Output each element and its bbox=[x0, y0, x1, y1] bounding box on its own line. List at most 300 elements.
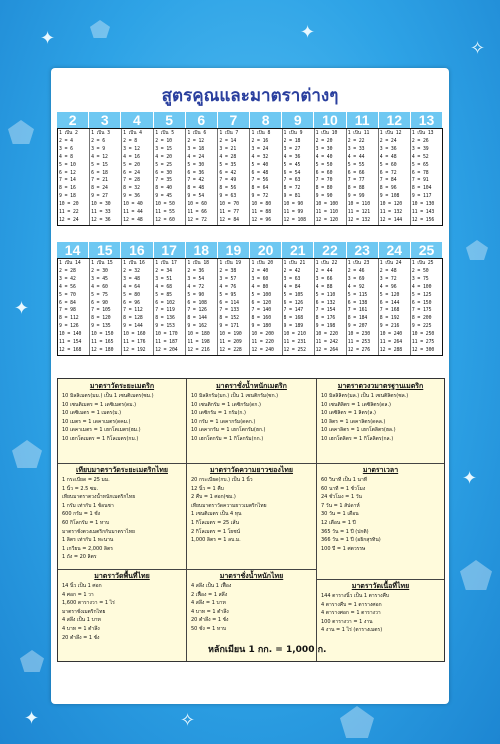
table-cell: 6 = 18 bbox=[91, 170, 108, 176]
unit-line: 14 นิ้ว เป็น 1 ศอก bbox=[62, 583, 102, 589]
table-cell: 6 = 42 bbox=[219, 170, 237, 176]
table-cell: 7 = 77 bbox=[347, 178, 365, 184]
unit-line: 10 มิลลิลิตร(มล.) เป็น 1 เซนติลิตร(ซล.) bbox=[321, 393, 409, 399]
box-heading: มาตราเวลา bbox=[362, 466, 399, 474]
unit-line: 4 บาท = 1 ตำลึง bbox=[191, 608, 229, 615]
table-cell: 4 = 12 bbox=[91, 154, 108, 160]
table-cell: 7 = 56 bbox=[251, 178, 269, 184]
column-header: 2 bbox=[57, 112, 89, 128]
unit-line: 50 ชั่ง = 1 หาบ bbox=[191, 625, 227, 632]
column-header: 13 bbox=[411, 112, 443, 128]
table-cell: 4 = 40 bbox=[315, 154, 333, 160]
table-cell: 5 = 15 bbox=[91, 162, 108, 168]
table-cell: 12 = 228 bbox=[219, 347, 242, 353]
table-cell: 5 = 45 bbox=[283, 162, 301, 168]
table-cell: 8 = 104 bbox=[411, 186, 432, 192]
pentagon-decoration bbox=[20, 650, 44, 672]
table-cell: 3 = 18 bbox=[187, 146, 205, 152]
unit-line: 10 เฮกโตกรัม = 1 กิโลกรัม(กก.) bbox=[191, 435, 264, 442]
table-cell: 5 = 95 bbox=[219, 292, 237, 298]
unit-line: 1 กระเบียด = 25 มม. bbox=[62, 477, 110, 483]
column-header: 7 bbox=[218, 112, 250, 128]
table-cell: 11 = 66 bbox=[187, 210, 207, 216]
table-cell: 6 = 108 bbox=[187, 300, 207, 306]
table-cell: 12 = 192 bbox=[123, 347, 146, 353]
table-cell: 11 = 88 bbox=[251, 210, 271, 216]
box-lines bbox=[58, 582, 186, 642]
table-cell: 11 = 44 bbox=[123, 210, 143, 216]
sparkle-icon: ✧ bbox=[180, 710, 196, 731]
count-box bbox=[317, 581, 444, 635]
table-cell: 9 = 144 bbox=[123, 324, 143, 330]
table-cell: 8 = 128 bbox=[123, 316, 143, 322]
table-column bbox=[411, 129, 442, 225]
table-cell: 2 = 22 bbox=[347, 138, 365, 144]
table-cell: 12 = 108 bbox=[283, 217, 306, 223]
table-cell: 2 = 18 bbox=[283, 138, 301, 144]
table-cell: 1 เป็น 4 bbox=[123, 131, 142, 136]
column-header: 18 bbox=[186, 242, 218, 258]
table-cell: 9 = 54 bbox=[187, 194, 205, 200]
table-cell: 2 = 42 bbox=[283, 268, 301, 274]
table-cell: 11 = 132 bbox=[379, 210, 403, 216]
table-cell: 1 เป็น 7 bbox=[219, 131, 239, 136]
table-cell: 3 = 30 bbox=[315, 146, 333, 152]
table-cell: 7 = 147 bbox=[283, 308, 304, 314]
table-cell: 2 = 48 bbox=[379, 268, 397, 274]
table-cell: 6 = 84 bbox=[59, 300, 76, 306]
table-cell: 9 = 63 bbox=[219, 194, 237, 200]
table-cell: 4 = 8 bbox=[59, 154, 73, 160]
table-cell: 10 = 130 bbox=[411, 202, 435, 208]
unit-line: 4 ตารางศอก = 1 ตารางวา bbox=[321, 610, 381, 617]
table-cell: 8 = 112 bbox=[59, 316, 79, 322]
unit-line: 1 ลิตร เท่ากับ 1 ทะนาน bbox=[62, 537, 114, 544]
table-cell: 1 เป็น 18 bbox=[187, 261, 209, 266]
unit-line: 100 ตารางวา = 1 งาน bbox=[321, 618, 373, 625]
unit-line: 1 กิโลเมตร = 25 เส้น bbox=[191, 519, 239, 526]
column-header: 5 bbox=[154, 112, 186, 128]
table-cell: 4 = 20 bbox=[155, 154, 172, 160]
table-column bbox=[379, 259, 411, 355]
table-cell: 2 = 32 bbox=[123, 268, 140, 274]
table-cell: 4 = 36 bbox=[283, 154, 301, 160]
table-cell: 3 = 69 bbox=[347, 276, 365, 282]
table-cell: 10 = 140 bbox=[59, 332, 82, 338]
table-cell: 4 = 76 bbox=[219, 284, 237, 290]
table-cell: 10 = 20 bbox=[59, 202, 79, 208]
unit-line: 10 เดคากรัม = 1 เฮกโตกรัม(ฮก.) bbox=[191, 427, 266, 434]
thai-weight-box bbox=[187, 571, 316, 634]
table-cell: 8 = 200 bbox=[411, 316, 432, 322]
units-section bbox=[57, 378, 445, 662]
table-column bbox=[90, 259, 122, 355]
table-column bbox=[154, 129, 186, 225]
table-cell: 7 = 161 bbox=[347, 308, 368, 314]
table-cell: 2 = 38 bbox=[219, 268, 237, 274]
table-cell: 6 = 96 bbox=[123, 300, 140, 306]
table-cell: 12 = 84 bbox=[219, 217, 239, 223]
column-header: 14 bbox=[57, 242, 89, 258]
table-cell: 5 = 125 bbox=[411, 292, 432, 298]
table-cell: 9 = 45 bbox=[155, 194, 172, 200]
table-cell: 5 = 115 bbox=[347, 292, 368, 298]
unit-line: 4 ตารางคืบ = 1 ตารางศอก bbox=[321, 601, 382, 608]
table-cell: 7 = 126 bbox=[187, 308, 207, 314]
unit-line: 10 มิลลิเมตร(มม.) เป็น 1 เซนติเมตร(ซม.) bbox=[62, 393, 154, 399]
volume-metric-box bbox=[317, 381, 444, 444]
table-column bbox=[347, 259, 379, 355]
table-column bbox=[58, 259, 90, 355]
table-cell: 10 = 90 bbox=[283, 202, 304, 208]
table-cell: 1 เป็น 11 bbox=[347, 131, 370, 136]
table-cell: 1 เป็น 2 bbox=[59, 131, 78, 136]
table-cell: 5 = 40 bbox=[251, 162, 269, 168]
table-cell: 2 = 8 bbox=[123, 138, 138, 144]
table-cell: 7 = 14 bbox=[59, 178, 76, 184]
table-cell: 1 เป็น 21 bbox=[283, 261, 306, 266]
table-column bbox=[283, 129, 315, 225]
table-cell: 3 = 75 bbox=[411, 276, 429, 282]
unit-line: 600 กรัม = 1 ชั่ง bbox=[62, 511, 101, 518]
table-column bbox=[250, 259, 282, 355]
column-header: 6 bbox=[186, 112, 218, 128]
table-cell: 6 = 24 bbox=[123, 170, 140, 176]
table-cell: 8 = 32 bbox=[123, 186, 140, 192]
table-cell: 8 = 136 bbox=[155, 316, 175, 322]
table-cell: 5 = 105 bbox=[283, 292, 304, 298]
table-cell: 11 = 22 bbox=[59, 210, 79, 216]
table-cell: 1 เป็น 9 bbox=[283, 131, 303, 136]
table-cell: 7 = 91 bbox=[411, 178, 429, 184]
table-cell: 10 = 50 bbox=[155, 202, 175, 208]
unit-line: 12 เดือน = 1 ปี bbox=[321, 519, 356, 526]
column-header: 25 bbox=[411, 242, 443, 258]
table-cell: 4 = 52 bbox=[411, 154, 429, 160]
table-cell: 11 = 33 bbox=[91, 210, 111, 216]
unit-line: 1 กรัม เท่ากับ 1 ช้อนชา bbox=[62, 502, 114, 509]
table-cell: 1 เป็น 14 bbox=[59, 261, 81, 266]
table-cell: 5 = 50 bbox=[315, 162, 333, 168]
unit-line: 10 ลิตร = 1 เดคาลิตร(ดคล.) bbox=[321, 418, 386, 425]
table-cell: 10 = 190 bbox=[219, 332, 242, 338]
table-cell: 7 = 133 bbox=[219, 308, 239, 314]
unit-line: 2 เฟื้อง = 1 สลึง bbox=[191, 591, 228, 598]
pentagon-decoration bbox=[466, 240, 488, 260]
pentagon-decoration bbox=[90, 20, 110, 38]
table-cell: 6 = 126 bbox=[283, 300, 304, 306]
table-column bbox=[218, 129, 250, 225]
table-cell: 8 = 168 bbox=[283, 316, 304, 322]
sparkle-icon: ✦ bbox=[462, 468, 478, 489]
pentagon-decoration bbox=[340, 706, 374, 738]
table-cell: 8 = 64 bbox=[251, 186, 269, 192]
table-cell: 7 = 175 bbox=[411, 308, 432, 314]
table-cell: 11 = 165 bbox=[91, 340, 114, 346]
table-cell: 7 = 70 bbox=[315, 178, 333, 184]
table-cell: 8 = 96 bbox=[379, 186, 397, 192]
unit-line: 10 เซนติกรัม = 1 เดซิกรัม(ดก.) bbox=[191, 401, 261, 408]
table-cell: 12 = 168 bbox=[59, 347, 82, 353]
table-cell: 12 = 72 bbox=[187, 217, 207, 223]
table-cell: 6 = 12 bbox=[59, 170, 76, 176]
unit-line: 2 กิโลเมตร = 1 โยชน์ bbox=[191, 528, 241, 535]
unit-line: มาตราชั่งเมตริกไทย bbox=[62, 608, 106, 615]
table-cell: 7 = 168 bbox=[379, 308, 400, 314]
column-header: 20 bbox=[250, 242, 282, 258]
table-cell: 9 = 117 bbox=[411, 194, 432, 200]
unit-line: 10 เดซิลิตร = 1 ลิตร(ล.) bbox=[321, 410, 376, 417]
table-cell: 1 เป็น 6 bbox=[187, 131, 207, 136]
multiplication-table-top bbox=[57, 112, 443, 226]
length-metric-box bbox=[58, 381, 186, 444]
table-cell: 1 เป็น 13 bbox=[411, 131, 434, 136]
unit-line: 10 เฮกโตลิตร = 1 กิโลลิตร(กล.) bbox=[321, 435, 394, 442]
unit-line: 10 เซนติลิตร = 1 เดซิลิตร(ดล.) bbox=[321, 401, 392, 408]
table-cell: 1 เป็น 15 bbox=[91, 261, 113, 266]
table-cell: 4 = 56 bbox=[59, 284, 76, 290]
box-heading: มาตราวัดเนื้อที่ไทย bbox=[351, 582, 410, 590]
table-cell: 3 = 12 bbox=[123, 146, 140, 152]
unit-line: 1 เซนติเมตร เป็น 4 หุน bbox=[191, 511, 242, 518]
box-lines bbox=[317, 392, 444, 444]
table-cell: 6 = 78 bbox=[411, 170, 429, 176]
box-heading: เทียบมาตราวัดระยะเมตริกไทย bbox=[76, 466, 168, 474]
table-column bbox=[315, 259, 347, 355]
divider bbox=[58, 463, 444, 464]
table-cell: 6 = 90 bbox=[91, 300, 108, 306]
table-cell: 4 = 24 bbox=[187, 154, 205, 160]
table-cell: 7 = 119 bbox=[155, 308, 175, 314]
weight-metric-box bbox=[187, 381, 316, 444]
pentagon-decoration bbox=[8, 120, 34, 144]
table-cell: 10 = 40 bbox=[123, 202, 143, 208]
table-cell: 12 = 36 bbox=[91, 217, 111, 223]
table-cell: 7 = 28 bbox=[123, 178, 140, 184]
unit-line: 100 ปี = 1 ศตวรรษ bbox=[321, 545, 366, 552]
table-cell: 8 = 48 bbox=[187, 186, 205, 192]
column-header: 9 bbox=[282, 112, 314, 128]
box-lines bbox=[317, 476, 444, 553]
table-cell: 5 = 65 bbox=[411, 162, 429, 168]
table-cell: 6 = 48 bbox=[251, 170, 269, 176]
table-cell: 2 = 50 bbox=[411, 268, 429, 274]
unit-line: 10 เดคาเมตร = 1 เฮกโตเมตร(ฮม.) bbox=[62, 427, 141, 434]
table-column bbox=[154, 259, 186, 355]
footnote: หลักเมียน 1 กก. = 1,000 ก. bbox=[208, 645, 327, 655]
table-cell: 2 = 34 bbox=[155, 268, 172, 274]
table-cell: 10 = 240 bbox=[379, 332, 403, 338]
table-cell: 9 = 189 bbox=[283, 324, 304, 330]
table-cell: 11 = 143 bbox=[411, 210, 435, 216]
table-cell: 3 = 51 bbox=[155, 276, 172, 282]
table-body bbox=[57, 128, 443, 226]
table-header-row bbox=[57, 242, 443, 258]
table-cell: 9 = 36 bbox=[123, 194, 140, 200]
sparkle-icon: ✧ bbox=[470, 38, 486, 59]
table-cell: 6 = 30 bbox=[155, 170, 172, 176]
table-cell: 4 = 28 bbox=[219, 154, 237, 160]
table-cell: 10 = 150 bbox=[91, 332, 114, 338]
table-cell: 7 = 112 bbox=[123, 308, 143, 314]
table-cell: 3 = 63 bbox=[283, 276, 301, 282]
table-column bbox=[90, 129, 122, 225]
unit-line: 10 เดซิกรัม = 1 กรัม(ก.) bbox=[191, 410, 246, 417]
table-cell: 9 = 225 bbox=[411, 324, 432, 330]
table-cell: 9 = 216 bbox=[379, 324, 400, 330]
column-header: 15 bbox=[89, 242, 121, 258]
table-cell: 3 = 48 bbox=[123, 276, 140, 282]
sparkle-icon: ✦ bbox=[300, 22, 316, 43]
table-body bbox=[57, 258, 443, 356]
table-cell: 5 = 30 bbox=[187, 162, 205, 168]
table-cell: 3 = 39 bbox=[411, 146, 429, 152]
table-cell: 4 = 96 bbox=[379, 284, 397, 290]
box-lines bbox=[317, 592, 444, 635]
column-header: 3 bbox=[89, 112, 121, 128]
table-cell: 8 = 88 bbox=[347, 186, 365, 192]
table-cell: 9 = 99 bbox=[347, 194, 365, 200]
table-column bbox=[250, 129, 282, 225]
table-column bbox=[218, 259, 250, 355]
table-cell: 9 = 126 bbox=[59, 324, 79, 330]
unit-line: 20 กระเบียด(กบ.) เป็น 1 นิ้ว bbox=[191, 477, 253, 483]
table-cell: 9 = 27 bbox=[91, 194, 108, 200]
unit-line: 20 ตำลึง = 1 ชั่ง bbox=[191, 617, 229, 624]
table-cell: 1 เป็น 22 bbox=[315, 261, 338, 266]
unit-line: 10 เดคาลิตร = 1 เฮกโตลิตร(ฮล.) bbox=[321, 427, 396, 434]
table-cell: 3 = 9 bbox=[91, 146, 106, 152]
table-cell: 6 = 60 bbox=[315, 170, 333, 176]
unit-line: 10 กรัม = 1 เดคากรัม(ดคก.) bbox=[191, 418, 256, 425]
unit-line: 1,600 ตารางวา = 1 ไร่ bbox=[62, 600, 115, 607]
unit-line: 10 เฮกโตเมตร = 1 กิโลเมตร(กม.) bbox=[62, 435, 139, 442]
table-cell: 10 = 210 bbox=[283, 332, 306, 338]
table-cell: 11 = 121 bbox=[347, 210, 371, 216]
unit-line: 2 คืบ = 1 ศอก(ซม.) bbox=[191, 494, 236, 501]
table-cell: 2 = 30 bbox=[91, 268, 108, 274]
table-cell: 6 = 120 bbox=[251, 300, 271, 306]
unit-line: 4 สลึง = 1 บาท bbox=[191, 600, 226, 607]
table-cell: 8 = 176 bbox=[315, 316, 336, 322]
table-cell: 3 = 57 bbox=[219, 276, 237, 282]
unit-line: 7 วัน = 1 สัปดาห์ bbox=[321, 502, 360, 509]
column-header: 24 bbox=[379, 242, 411, 258]
unit-line: 24 ชั่วโมง = 1 วัน bbox=[321, 494, 362, 501]
table-cell: 2 = 4 bbox=[59, 138, 73, 144]
unit-line: 1 เกวียน = 2,000 ลิตร bbox=[62, 545, 113, 552]
divider bbox=[316, 579, 444, 580]
table-cell: 1 เป็น 12 bbox=[379, 131, 402, 136]
table-cell: 2 = 20 bbox=[315, 138, 333, 144]
thai-length-box bbox=[58, 465, 186, 562]
table-cell: 11 = 209 bbox=[219, 340, 242, 346]
unit-line: 365 วัน = 1 ปี (ปกติ) bbox=[321, 528, 369, 535]
table-cell: 12 = 240 bbox=[251, 347, 274, 353]
table-cell: 12 = 156 bbox=[411, 217, 435, 223]
unit-line: 10 เมตร = 1 เดคาเมตร(ดคม.) bbox=[62, 418, 131, 425]
table-cell: 12 = 264 bbox=[315, 347, 338, 353]
table-cell: 10 = 30 bbox=[91, 202, 111, 208]
unit-line: 144 ตารางนิ้ว เป็น 1 ตารางคืบ bbox=[321, 593, 390, 599]
column-header: 23 bbox=[347, 242, 379, 258]
table-cell: 7 = 21 bbox=[91, 178, 108, 184]
table-cell: 3 = 36 bbox=[379, 146, 397, 152]
column-header: 17 bbox=[154, 242, 186, 258]
column-header: 10 bbox=[314, 112, 346, 128]
table-cell: 10 = 160 bbox=[123, 332, 146, 338]
table-cell: 10 = 100 bbox=[315, 202, 338, 208]
table-cell: 1 เป็น 25 bbox=[411, 261, 434, 266]
table-cell: 1 เป็น 17 bbox=[155, 261, 177, 266]
table-column bbox=[379, 129, 411, 225]
table-cell: 12 = 276 bbox=[347, 347, 371, 353]
table-cell: 4 = 48 bbox=[379, 154, 397, 160]
table-cell: 2 = 12 bbox=[187, 138, 205, 144]
table-cell: 9 = 162 bbox=[187, 324, 207, 330]
table-cell: 3 = 33 bbox=[347, 146, 365, 152]
box-lines bbox=[58, 392, 186, 444]
table-cell: 3 = 42 bbox=[59, 276, 76, 282]
table-cell: 12 = 216 bbox=[187, 347, 210, 353]
box-heading: มาตราวัดพื้นที่ไทย bbox=[94, 572, 150, 580]
time-box bbox=[317, 465, 444, 553]
table-cell: 9 = 108 bbox=[379, 194, 400, 200]
table-cell: 1 เป็น 23 bbox=[347, 261, 370, 266]
table-cell: 5 = 110 bbox=[315, 292, 336, 298]
table-cell: 2 = 14 bbox=[219, 138, 237, 144]
unit-line: 10 เซนติเมตร = 1 เดซิเมตร(ดม.) bbox=[62, 401, 137, 408]
table-cell: 12 = 24 bbox=[59, 217, 79, 223]
table-cell: 6 = 144 bbox=[379, 300, 400, 306]
multiplication-table-bottom bbox=[57, 242, 443, 356]
unit-line: เทียบมาตราวัดความยาวเมตริกไทย bbox=[191, 502, 267, 509]
column-header: 11 bbox=[347, 112, 379, 128]
table-cell: 5 = 85 bbox=[155, 292, 172, 298]
table-cell: 1 เป็น 19 bbox=[219, 261, 241, 266]
table-cell: 6 = 66 bbox=[347, 170, 365, 176]
table-cell: 12 = 180 bbox=[91, 347, 114, 353]
table-cell: 2 = 26 bbox=[411, 138, 429, 144]
table-cell: 11 = 187 bbox=[155, 340, 178, 346]
table-cell: 12 = 120 bbox=[315, 217, 338, 223]
table-cell: 5 = 120 bbox=[379, 292, 400, 298]
table-cell: 5 = 55 bbox=[347, 162, 365, 168]
table-cell: 5 = 90 bbox=[187, 292, 205, 298]
table-column bbox=[186, 259, 218, 355]
table-cell: 2 = 46 bbox=[347, 268, 365, 274]
table-cell: 10 = 170 bbox=[155, 332, 178, 338]
table-cell: 3 = 60 bbox=[251, 276, 269, 282]
table-cell: 11 = 198 bbox=[187, 340, 210, 346]
box-lines bbox=[58, 476, 186, 562]
table-cell: 2 = 6 bbox=[91, 138, 106, 144]
table-cell: 11 = 264 bbox=[379, 340, 403, 346]
unit-line: 60 กิโลกรัม = 1 หาบ bbox=[62, 519, 110, 526]
table-cell: 9 = 81 bbox=[283, 194, 301, 200]
unit-line: มาตราชั่งตวงเมตริกกับมาตราไทย bbox=[62, 528, 135, 535]
table-cell: 5 = 60 bbox=[379, 162, 397, 168]
column-header: 12 bbox=[379, 112, 411, 128]
unit-line: 60 วินาที เป็น 1 นาที bbox=[321, 477, 368, 483]
table-cell: 3 = 45 bbox=[91, 276, 108, 282]
column-header: 8 bbox=[250, 112, 282, 128]
table-cell: 8 = 80 bbox=[315, 186, 333, 192]
table-cell: 10 = 120 bbox=[379, 202, 403, 208]
table-cell: 3 = 72 bbox=[379, 276, 397, 282]
unit-line: 1,000 ลิตร = 1 ลบ.ม. bbox=[191, 537, 241, 544]
poster-card bbox=[51, 68, 449, 704]
